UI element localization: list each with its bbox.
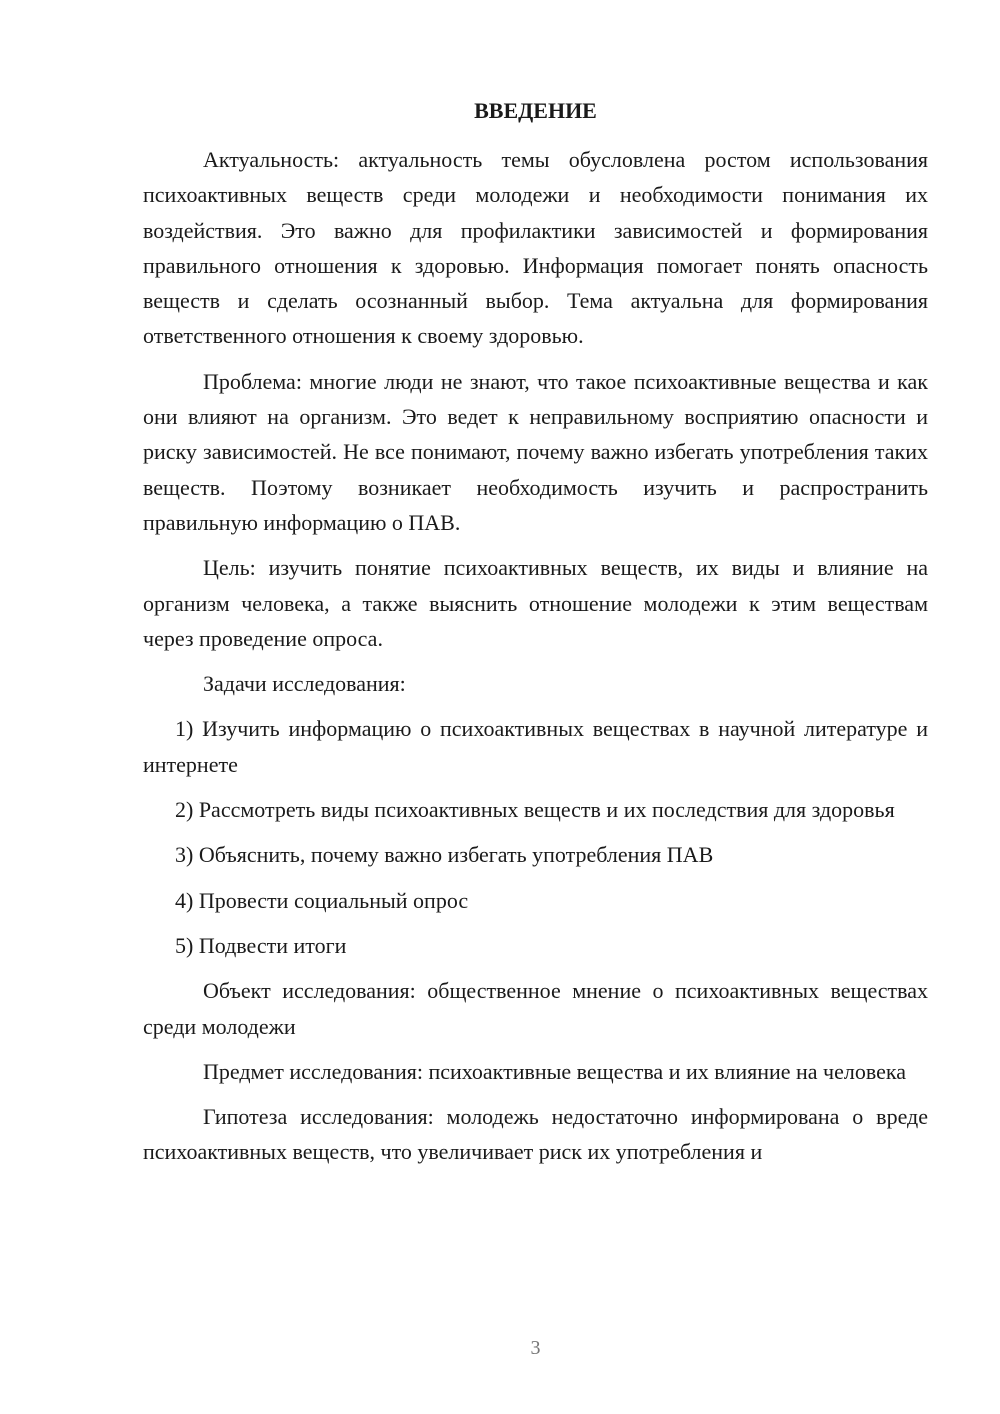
problem-paragraph: Проблема: многие люди не знают, что такое психоактивные вещества и как они влияют на организм. Это ведет к неправильному восприятию опасности и риску зависимостей. Не все понимают, почему важно избегать употребления таких веществ. Поэтому возникает необходимость изучить и распространить правильную информацию о ПАВ. bbox=[143, 368, 928, 535]
relevance-paragraph: Актуальность: актуальность темы обусловлена ростом использования психоактивных веществ среди молодежи и необходимости понимания их воздействия. Это важно для профилактики зависимостей и формирования правильного отношения к здоровью. Информация помогает понять опасность веществ и сделать осознанный выбор. Тема актуальна для формирования ответственного отношения к своему здоровью. bbox=[143, 147, 928, 349]
hypothesis-paragraph: Гипотеза исследования: молодежь недостаточно информирована о вреде психоактивных веществ, что увеличивает риск их употребления и bbox=[143, 1104, 928, 1165]
tasks-heading: Задачи исследования: bbox=[203, 671, 406, 697]
subject-paragraph: Предмет исследования: психоактивные вещества и их влияние на человека bbox=[203, 1058, 907, 1084]
task-item-4: 4) Провести социальный опрос bbox=[175, 887, 469, 913]
task-item-1: 1) Изучить информацию о психоактивных веществах в научной литературе и интернете bbox=[143, 716, 928, 777]
page-number: 3 bbox=[530, 1337, 541, 1359]
task-item-2: 2) Рассмотреть виды психоактивных веществ и их последствия для здоровья bbox=[175, 797, 895, 823]
document-body bbox=[143, 142, 928, 1180]
object-paragraph: Объект исследования: общественное мнение о психоактивных веществах среди молодежи bbox=[143, 978, 928, 1039]
goal-paragraph: Цель: изучить понятие психоактивных веществ, их виды и влияние на организм человека, а также выяснить отношение молодежи к этим веществам через проведение опроса. bbox=[143, 555, 928, 651]
page-title: ВВЕДЕНИЕ bbox=[474, 98, 597, 123]
task-item-5: 5) Подвести итоги bbox=[175, 932, 347, 958]
document-page bbox=[143, 0, 928, 1414]
task-item-3: 3) Объяснить, почему важно избегать употребления ПАВ bbox=[175, 842, 714, 868]
